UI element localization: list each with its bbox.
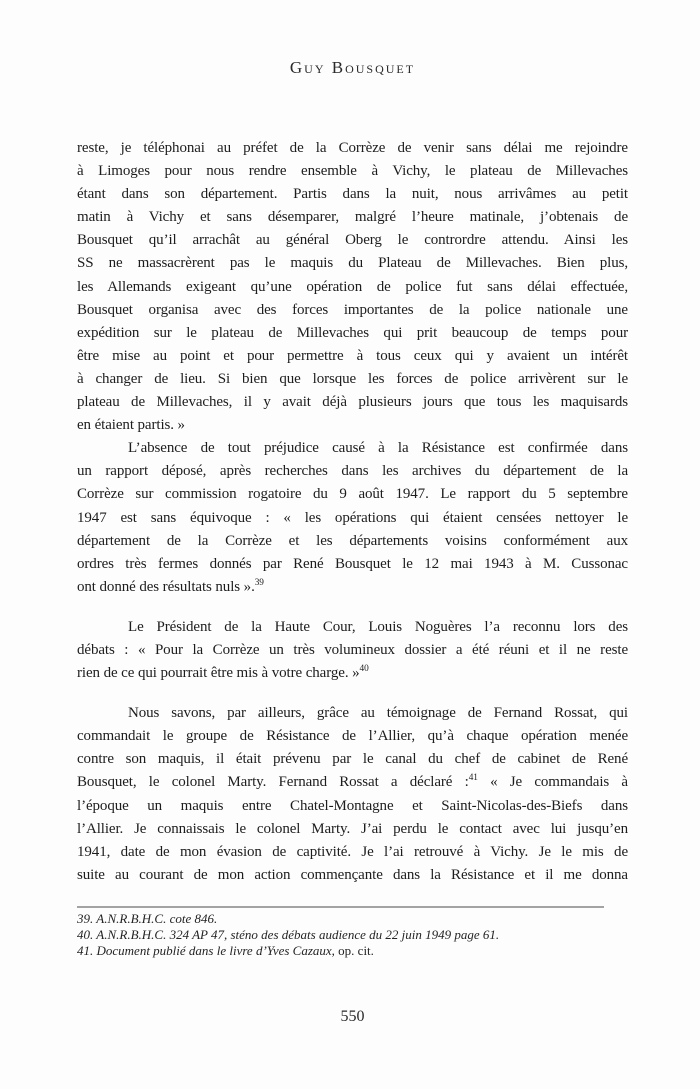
- footnote-reference: 39: [254, 577, 264, 588]
- text-line: en étaient partis. »: [77, 417, 185, 434]
- text-line: rien de ce qui pourrait être mis à votre charge. »$^{40}$: [77, 664, 369, 682]
- running-header: Guy Bousquet: [289, 58, 416, 77]
- text-line: Bousquet organisa avec des forces importantes de la police nationale une: [77, 301, 628, 318]
- paragraph: [77, 616, 628, 685]
- text-line: expédition sur le plateau de Millevaches qui prit beaucoup de temps pour: [77, 324, 628, 341]
- footnote-reference: 41: [468, 773, 478, 784]
- text-block: [77, 137, 628, 887]
- text-line: Bousquet, le colonel Marty. Fernand Rossat a déclaré :$^{41}$ « Je commandais à: [77, 773, 628, 791]
- text-line: un rapport déposé, après recherches dans les archives du département de la: [77, 463, 628, 480]
- text-line: Le Président de la Haute Cour, Louis Noguères l’a reconnu lors des: [128, 618, 628, 635]
- text-line: plateau de Millevaches, il y avait déjà plusieurs jours que tous les maquisards: [77, 394, 628, 411]
- paragraph: [77, 702, 628, 887]
- footnote-text: 40. A.N.R.B.H.C. 324 AP 47, sténo des débats audience du 22 juin 1949 page 61.: [77, 927, 500, 943]
- footnote-separator: [77, 906, 604, 908]
- footnote: [77, 943, 628, 959]
- text-line: SS ne massacrèrent pas le maquis du Plateau de Millevaches. Bien plus,: [77, 255, 628, 272]
- paragraph: [77, 137, 628, 437]
- text-line: département de la Corrèze et les départements voisins conformément aux: [77, 532, 628, 549]
- text-line: suite au courant de mon action commençante dans la Résistance et il me donna: [77, 866, 628, 883]
- footnote-text-roman: op. cit.: [338, 943, 374, 959]
- footnote: [77, 927, 628, 943]
- text-line: l’époque un maquis entre Chatel-Montagne et Saint-Nicolas-des-Biefs dans: [77, 797, 628, 814]
- text-line: contre son maquis, il était prévenu par le canal du chef de cabinet de René: [77, 751, 628, 768]
- text-line: 1941, date de mon évasion de captivité. Je l’ai retrouvé à Vichy. Je le mis de: [77, 843, 628, 860]
- footnote-text: 39. A.N.R.B.H.C. cote 846.: [77, 911, 218, 926]
- text-line: Bousquet qu’il arrachât au général Oberg le contrordre attendu. Ainsi les: [77, 232, 628, 249]
- text-line: étant dans son département. Partis dans la nuit, nous arrivâmes au petit: [77, 186, 628, 203]
- text-line: ordres très fermes donnés par René Bousquet le 12 mai 1943 à M. Cussonac: [77, 555, 628, 572]
- text-line: les Allemands exigeant qu’une opération de police fut sans délai effectuée,: [77, 278, 628, 295]
- text-line: ont donné des résultats nuls ».$^{39}$: [77, 577, 264, 595]
- footnote-reference: 40: [359, 664, 369, 675]
- text-line: débats : « Pour la Corrèze un très volumineux dossier a été réuni et il ne reste: [77, 641, 628, 658]
- text-line: être mise au point et pour permettre à tous ceux qui y avaient un intérêt: [77, 347, 628, 364]
- text-line: Corrèze sur commission rogatoire du 9 août 1947. Le rapport du 5 septembre: [77, 486, 628, 503]
- paragraph: [77, 437, 628, 599]
- text-line: matin à Vichy et sans désemparer, malgré l’heure matinale, j’obtenais de: [77, 209, 628, 226]
- text-line: Nous savons, par ailleurs, grâce au témoignage de Fernand Rossat, qui: [128, 705, 628, 722]
- footnotes: [77, 911, 628, 960]
- text-line: reste, je téléphonai au préfet de la Corrèze de venir sans délai me rejoindre: [77, 140, 628, 156]
- text-line: L’absence de tout préjudice causé à la Résistance est confirmée dans: [128, 440, 628, 457]
- footnote: [77, 911, 628, 927]
- page-number: 550: [340, 1008, 365, 1025]
- text-line: commandait le groupe de Résistance de l’Allier, qu’à chaque opération menée: [77, 728, 628, 745]
- text-line: à changer de lieu. Si bien que lorsque les forces de police arrivèrent sur le: [77, 370, 628, 387]
- text-line: 1947 est sans équivoque : « les opérations qui étaient censées nettoyer le: [77, 509, 628, 526]
- footnote-text: 41. Document publié dans le livre d’Yves Cazaux,: [77, 943, 339, 959]
- text-line: à Limoges pour nous rendre ensemble à Vichy, le plateau de Millevaches: [77, 163, 628, 180]
- text-line: l’Allier. Je connaissais le colonel Marty. J’ai perdu le contact avec lui jusqu’en: [77, 820, 628, 837]
